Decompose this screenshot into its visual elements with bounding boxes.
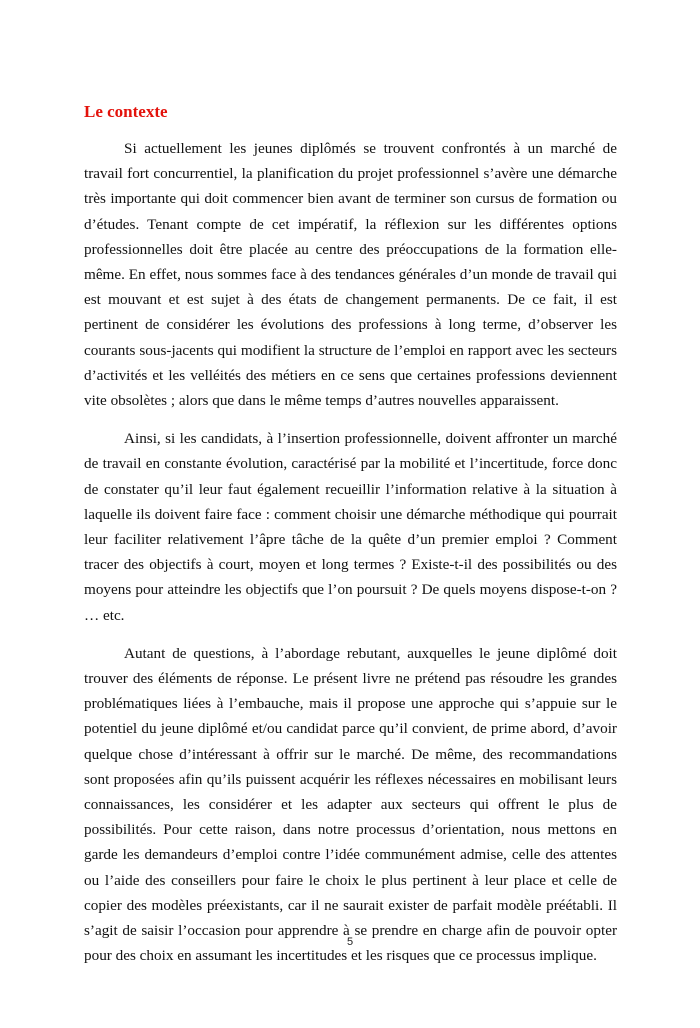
paragraph-2: Ainsi, si les candidats, à l’insertion professionnelle, doivent affronter un marché de travail en constante évolution, caractérisé par la mobilité et l’incertitude, force donc de constater qu’il leur faut également recueillir l’information relative à la situation à laquelle ils doivent faire face : comment choisir une démarche méthodique qui pourrait leur faciliter relativement l’âpre tâche de la quête d’un premier emploi ? Comment tracer des objectifs à court, moyen et long termes ? Existe-t-il des possibilités ou des moyens pour atteindre les objectifs que l’on poursuit ? De quels moyens dispose-t-on ? … etc. (84, 430, 617, 624)
paragraph-3: Autant de questions, à l’abordage rebutant, auxquelles le jeune diplômé doit trouver des éléments de réponse. Le présent livre ne prétend pas résoudre les grandes problématiques liées à l’embauche, mais il propose une approche qui s’appuie sur le potentiel du jeune diplômé et/ou candidat parce qu’il convient, de prime abord, d’avoir quelque chose d’intéressant à offrir sur le marché. De même, des recommandations sont proposées afin qu’ils puissent acquérir les réflexes nécessaires en mobilisant leurs connaissances, les considérer et les adapter aux secteurs qui offrent le plus de possibilités. Pour cette raison, dans notre processus d’orientation, nous mettons en garde les demandeurs d’emploi contre l’idée communément admise, celle des attentes ou l’aide des conseillers pour faire le choix le plus pertinent à leur place et celle de copier des modèles préexistants, car il ne saurait exister de parfait modèle préétabli. Il s’agit de saisir l’occasion pour apprendre à se prendre en charge afin de pouvoir opter pour des choix en assumant les incertitudes et les risques que ce processus implique. (84, 644, 617, 965)
paragraph-1: Si actuellement les jeunes diplômés se trouvent confrontés à un marché de travail fort concurrentiel, la planification du projet professionnel s’avère une démarche très importante qui doit commencer bien avant de terminer son cursus de formation ou d’études. Tenant compte de cet impératif, la réflexion sur les différentes options professionnelles doit être placée au centre des préoccupations de la formation elle-même. En effet, nous sommes face à des tendances générales d’un monde de travail qui est mouvant et est sujet à des états de changement permanents. De ce fait, il est pertinent de considérer les évolutions des professions à long terme, d’observer les courants sous-jacents qui modifient la structure de l’emploi en rapport avec les secteurs d’activités et les velléités des métiers en ce sens que certaines professions deviennent vite obsolètes ; alors que dans le même temps d’autres nouvelles apparaissent. (84, 140, 617, 410)
page-number: 5 (346, 936, 354, 948)
body-text (84, 136, 617, 982)
section-heading: Le contexte (84, 102, 168, 121)
